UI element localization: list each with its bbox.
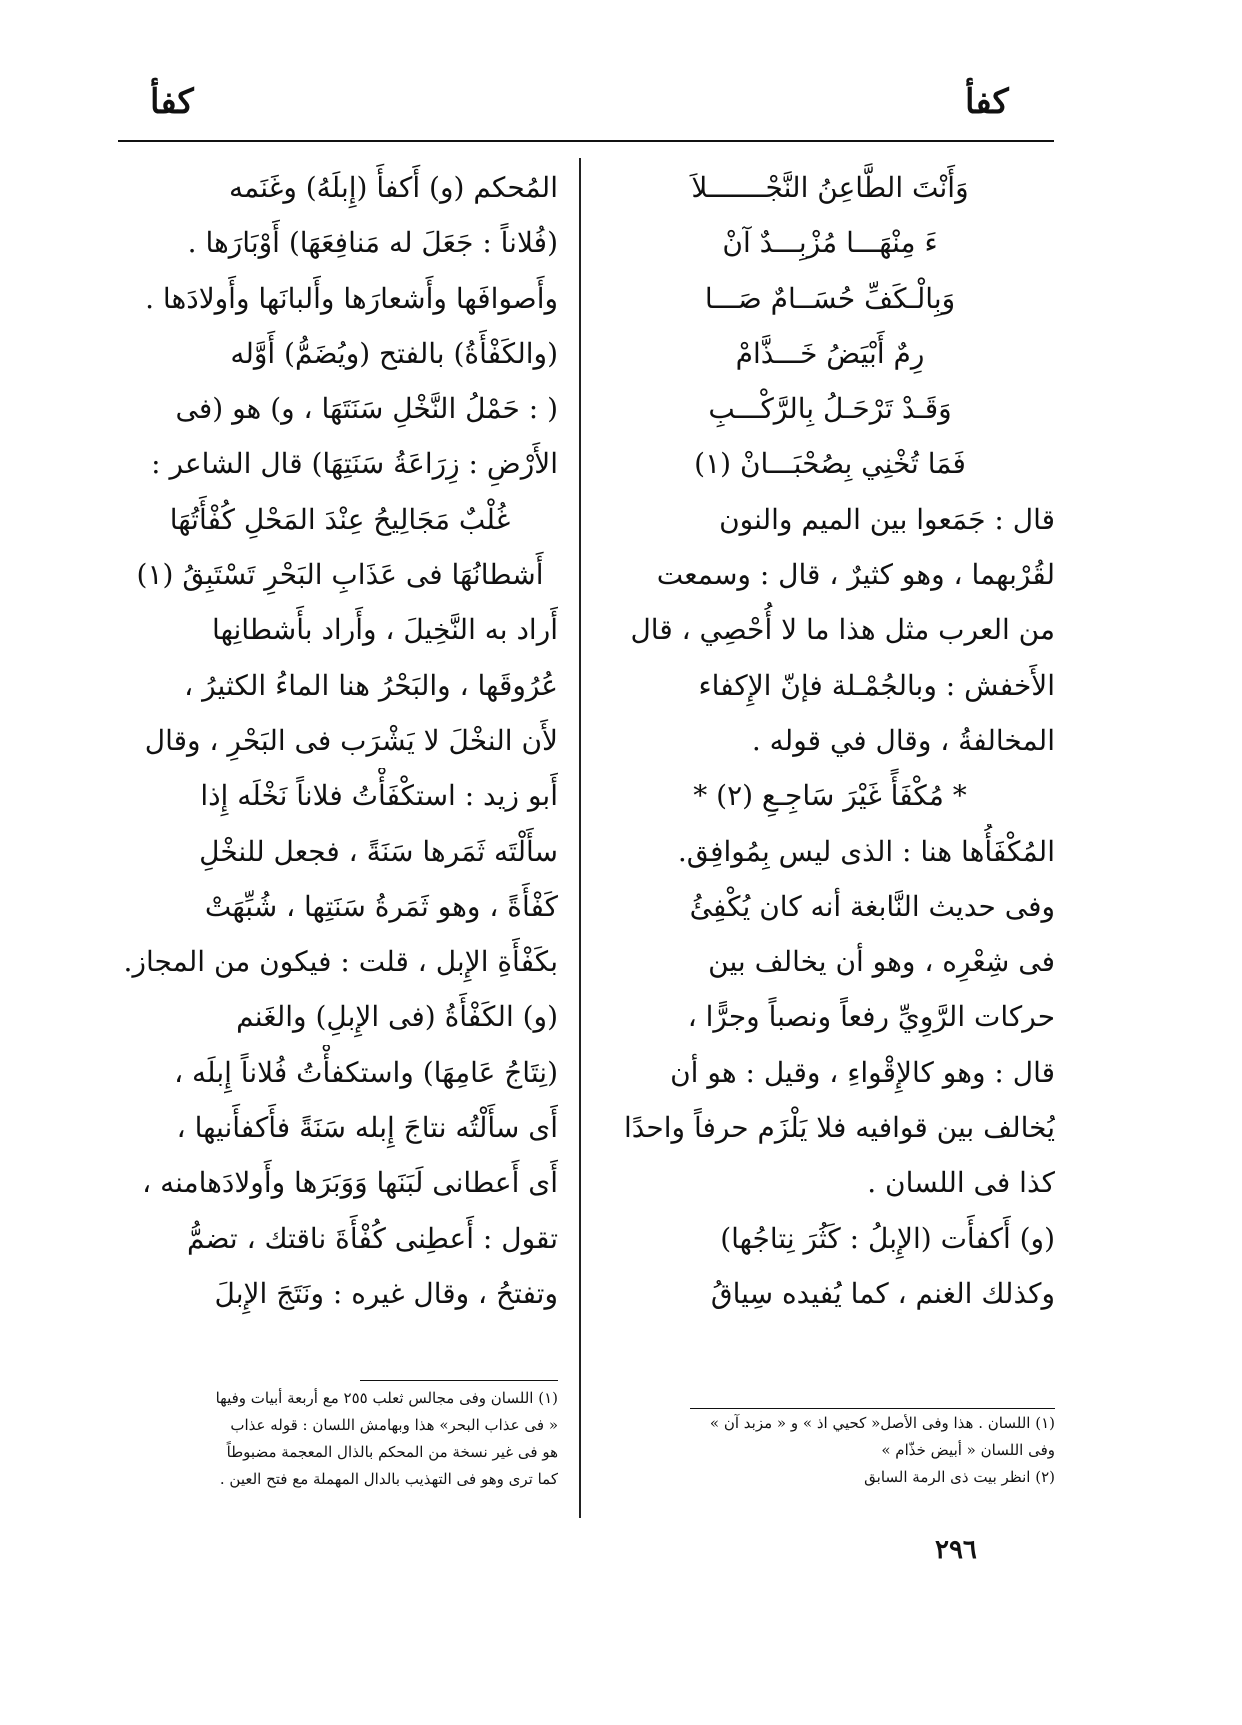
verse-line: رِمٌ أَبْيَضُ خَـــذَّامْ (735, 336, 925, 370)
footnotes-right (605, 1410, 1055, 1491)
text-line: يُخالف بين قوافيه فلا يَلْزَم حرفاً واحدًا (623, 1111, 1055, 1145)
text-line: (فُلاناً : جَعَلَ له مَنافِعَهَا) أَوْبَارَها . (187, 226, 558, 260)
text-line: (نِتَاجُ عَامِهَا) واستكفأْتُ فُلاناً إِبلَه ، (174, 1055, 558, 1089)
verse-line: فَمَا تُخْنِي بِصُحْبَـــانْ (١) (694, 447, 966, 481)
text-line: لقُرْبهما ، وهو كثيرٌ ، قال : وسمعت (656, 558, 1055, 592)
footnote-line: كما ترى وهو فى التهذيب بالدال المهملة مع فتح العين . (219, 1470, 558, 1488)
text-line: (والكَفْأَةُ) بالفتح (ويُضَمُّ) أَوَّله (230, 336, 558, 370)
text-line: أَى سأَلْتُه نتاجَ إِبله سَنَةً فأَكفأَنيها ، (176, 1111, 558, 1145)
right-column (605, 160, 1055, 1321)
text-line: عُرُوقَها ، والبَحْرُ هنا الماءُ الكثيرُ ، (184, 668, 558, 702)
text-line: تقول : أَعطِنى كُفْأَةَ ناقتك ، تضمُّ (186, 1221, 558, 1255)
text-line: حركات الرَّوِيِّ رفعاً ونصباً وجرًّا ، (687, 1000, 1055, 1034)
text-line: المُحكم (و) أَكفأَ (إِبلَهُ) وغَنَمه (229, 171, 558, 204)
footnote-line: « فى عذاب البحر» هذا وبهامش اللسان : قوله عذاب (230, 1416, 558, 1434)
page-number: ٢٩٦ (935, 1535, 977, 1565)
footnote-line: وفى اللسان « أبيض خذّام » (881, 1441, 1055, 1459)
text-line: أَبو زيد : استكْفَأْتُ فلاناً نَخْلَه إِذا (200, 779, 558, 813)
text-line: أَراد به النَّخِيلَ ، وأَراد بأَشطانِها (212, 613, 558, 647)
text-line: (و) أَكفأَت (الإِبلُ : كَثُرَ نِتاجُها) (720, 1221, 1055, 1255)
text-line: المُكْفَأُها هنا : الذى ليس بِمُوافِق. (677, 834, 1055, 868)
footnote-line: (٢) انظر بيت ذى الرمة السابق (864, 1468, 1055, 1486)
text-line: كَفْأَةً ، وهو ثَمَرةُ سَنَتِها ، شُبِّهَتْ (204, 889, 558, 923)
footnote-rule-right (690, 1408, 1055, 1409)
text-line: الأَخفش : وبالجُمْـلة فإنّ الإِكفاء (698, 668, 1055, 702)
verse-line: ءَ مِنْهَـــا مُزْبِـــدٌ آنْ (722, 226, 938, 260)
footnotes-left (118, 1385, 558, 1493)
footnote-line: (١) اللسان . هذا وفى الأصل« كحيي اذ » و « مزبد آن » (709, 1414, 1055, 1432)
verse-line: وَبِالْـكَفِّ حُسَــامٌ صَـــا (704, 281, 956, 315)
text-line: لأَن النخْلَ لا يَشْرَب فى البَحْرِ ، وقال (144, 723, 558, 757)
verse-line: غُلْبٌ مَجَالِيحُ عِنْدَ المَحْلِ كُفْأَتُهَا (169, 502, 511, 536)
verse-line: وَقَـدْ تَرْحَـلُ بِالرَّكْـــبِ (708, 392, 952, 426)
text-line: (و) الكَفْأَةُ (فى الإِبلِ) والغَنم (236, 1000, 558, 1034)
text-line: فى شِعْرِه ، وهو أن يخالف بين (708, 945, 1055, 979)
verse-line: * مُكْفَأً غَيْرَ سَاجِـعِ (٢) * (693, 779, 967, 813)
text-line: المخالفةُ ، وقال في قوله . (751, 723, 1055, 757)
text-line: كذا فى اللسان . (867, 1166, 1055, 1200)
footnote-rule-left (360, 1380, 558, 1381)
text-line: بكَفْأَةِ الإِبل ، قلت : فيكون من المجاز. (123, 945, 558, 979)
text-line: وفى حديث النَّابغة أنه كان يُكْفِئُ (689, 889, 1055, 923)
text-line: وأَصوافَها وأَشعارَها وأَلبانَها وأَولادَها . (145, 281, 558, 315)
column-divider (579, 158, 581, 1518)
header-rule (118, 140, 1054, 142)
text-line: الأَرْضِ : زِرَاعَةُ سَنَتِهَا) قال الشاعر : (151, 447, 558, 481)
text-line: أَى أَعطانى لَبَنَها وَوَبَرَها وأَولادَهامنه ، (142, 1166, 558, 1200)
running-header-right: كفأ (965, 82, 1009, 122)
text-line: من العرب مثل هذا ما لا أُحْصِي ، قال (630, 613, 1055, 647)
footnote-line: هو فى غير نسخة من المحكم بالذال المعجمة مضبوطاً (226, 1443, 558, 1461)
text-line: ( : حَمْلُ النَّخْلِ سَنَتَهَا ، و) هو (فى (175, 392, 558, 426)
running-header-left: كفأ (150, 82, 194, 122)
text-line: قال : جَمَعوا بين الميم والنون (719, 502, 1055, 536)
left-column (122, 160, 558, 1321)
footnote-line: (١) اللسان وفى مجالس ثعلب ٢٥٥ مع أربعة أبيات وفيها (215, 1389, 558, 1407)
text-line: وتفتحُ ، وقال غيره : ونَتَجَ الإِبلَ (214, 1276, 558, 1310)
text-line: قال : وهو كالإِقْواءِ ، وقيل : هو أن (670, 1055, 1055, 1089)
text-line: وكذلك الغنم ، كما يُفيده سِياقُ (710, 1276, 1055, 1310)
text-line: سأَلْتَه ثَمَرها سَنَةً ، فجعل للنخْلِ (199, 834, 558, 868)
verse-line: أَشطانُهَا فى عَذَابِ البَحْرِ تَسْتَبِقُ (١) (136, 558, 544, 592)
verse-line: وَأَنْتَ الطَّاعِنُ النَّجْـــــــلاَ (691, 171, 969, 204)
